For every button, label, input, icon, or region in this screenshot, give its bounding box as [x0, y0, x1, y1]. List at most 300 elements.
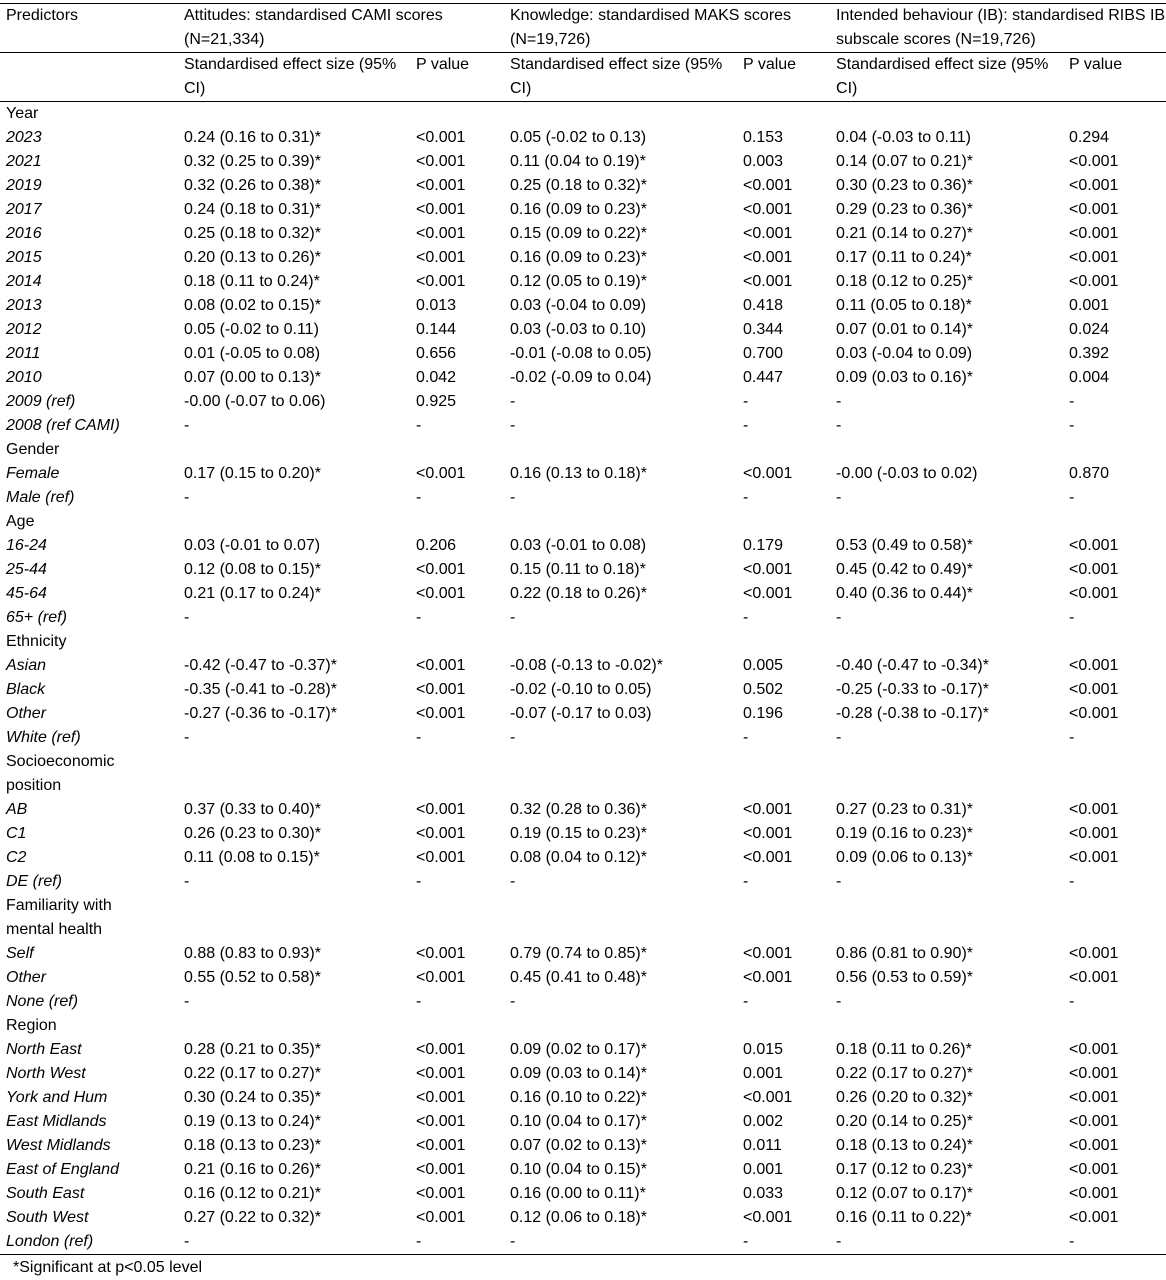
predictor-label: 2021 — [6, 153, 42, 170]
behaviour-p-cell: <0.001 — [1069, 201, 1119, 218]
predictor-label: 16-24 — [6, 537, 47, 554]
behaviour-p-cell: <0.001 — [1069, 1185, 1119, 1202]
attitudes-p-cell — [410, 894, 504, 918]
attitudes-effect-cell — [178, 510, 410, 534]
attitudes-p-cell — [410, 918, 504, 942]
predictor-label: 2008 (ref CAMI) — [6, 417, 120, 434]
table-row — [0, 702, 1166, 726]
table-row — [0, 126, 1166, 150]
attitudes-effect-cell: 0.16 (0.12 to 0.21)* — [184, 1185, 321, 1202]
knowledge-p-cell: <0.001 — [743, 1089, 793, 1106]
behaviour-effect-cell: 0.56 (0.53 to 0.59)* — [836, 969, 973, 986]
attitudes-p-cell: 0.656 — [416, 345, 457, 362]
predictor-label: London (ref) — [0, 1230, 178, 1255]
behaviour-p-cell: <0.001 — [1069, 969, 1119, 986]
behaviour-effect-cell: 0.12 (0.07 to 0.17)* — [836, 1185, 973, 1202]
knowledge-effect-header: Standardised effect size (95% CI) — [504, 53, 737, 102]
behaviour-p-cell: - — [1069, 609, 1075, 626]
behaviour-effect-cell: 0.04 (-0.03 to 0.11) — [836, 129, 971, 146]
attitudes-effect-cell: 0.26 (0.23 to 0.30)* — [184, 825, 321, 842]
knowledge-p-cell: <0.001 — [743, 225, 793, 242]
section-header-row — [0, 1014, 1166, 1038]
attitudes-effect-cell: 0.07 (0.00 to 0.13)* — [184, 369, 321, 386]
attitudes-p-cell: <0.001 — [416, 1113, 466, 1130]
predictor-label: 2009 (ref) — [6, 393, 76, 410]
knowledge-effect-cell — [504, 1014, 737, 1038]
predictor-label: C1 — [6, 825, 27, 842]
attitudes-effect-cell: 0.32 (0.26 to 0.38)* — [184, 177, 321, 194]
knowledge-p-cell: 0.011 — [743, 1137, 782, 1154]
attitudes-p-cell: - — [410, 1230, 504, 1255]
predictor-label: North East — [6, 1041, 82, 1058]
predictor-label: 45-64 — [6, 585, 47, 602]
predictor-label: Female — [6, 465, 60, 482]
knowledge-effect-cell: 0.16 (0.09 to 0.23)* — [510, 249, 647, 266]
knowledge-p-cell: <0.001 — [743, 849, 793, 866]
behaviour-p-cell: <0.001 — [1069, 705, 1119, 722]
behaviour-p-cell — [1063, 510, 1166, 534]
section-label: Year — [6, 105, 39, 122]
knowledge-p-cell — [737, 102, 830, 127]
knowledge-p-cell — [737, 630, 830, 654]
table-row — [0, 486, 1166, 510]
attitudes-p-cell — [410, 630, 504, 654]
knowledge-effect-cell: 0.16 (0.10 to 0.22)* — [510, 1089, 647, 1106]
table-row — [0, 462, 1166, 486]
behaviour-effect-cell: 0.18 (0.12 to 0.25)* — [836, 273, 973, 290]
behaviour-p-cell: 0.392 — [1069, 345, 1110, 362]
behaviour-p-cell: - — [1069, 489, 1075, 506]
table-row — [0, 1062, 1166, 1086]
knowledge-p-cell: 0.196 — [743, 705, 784, 722]
behaviour-effect-cell: - — [836, 873, 842, 890]
knowledge-effect-cell: 0.15 (0.11 to 0.18)* — [510, 561, 646, 578]
attitudes-p-cell: 0.206 — [416, 537, 457, 554]
knowledge-effect-cell — [504, 510, 737, 534]
behaviour-p-cell: - — [1069, 729, 1075, 746]
knowledge-p-cell: - — [743, 873, 749, 890]
section-header-row — [0, 918, 1166, 942]
footnote: *Significant at p<0.05 level — [13, 1259, 203, 1276]
knowledge-p-cell — [737, 918, 830, 942]
attitudes-effect-cell: 0.03 (-0.01 to 0.07) — [184, 537, 321, 554]
behaviour-effect-cell — [830, 438, 1063, 462]
knowledge-effect-cell: -0.02 (-0.09 to 0.04) — [510, 369, 652, 386]
knowledge-effect-cell: 0.07 (0.02 to 0.13)* — [510, 1137, 647, 1154]
knowledge-effect-cell: 0.25 (0.18 to 0.32)* — [510, 177, 647, 194]
table-row — [0, 342, 1166, 366]
table-row — [0, 990, 1166, 1014]
attitudes-effect-cell: 0.08 (0.02 to 0.15)* — [184, 297, 321, 314]
knowledge-effect-cell: 0.16 (0.00 to 0.11)* — [510, 1185, 646, 1202]
attitudes-p-cell: <0.001 — [416, 801, 466, 818]
knowledge-p-cell: - — [743, 489, 749, 506]
table-row — [0, 654, 1166, 678]
behaviour-effect-cell: 0.40 (0.36 to 0.44)* — [836, 585, 973, 602]
knowledge-p-cell: 0.344 — [743, 321, 784, 338]
behaviour-effect-cell — [830, 750, 1063, 774]
behaviour-p-cell: - — [1069, 417, 1075, 434]
attitudes-effect-cell: 0.01 (-0.05 to 0.08) — [184, 345, 321, 362]
table-row — [0, 534, 1166, 558]
attitudes-effect-cell — [178, 750, 410, 774]
predictor-label: 2019 — [6, 177, 42, 194]
attitudes-p-cell — [410, 438, 504, 462]
knowledge-p-cell: <0.001 — [743, 273, 793, 290]
table-row — [0, 198, 1166, 222]
knowledge-p-cell — [737, 1014, 830, 1038]
attitudes-effect-cell: 0.28 (0.21 to 0.35)* — [184, 1041, 321, 1058]
attitudes-p-cell: <0.001 — [416, 681, 466, 698]
attitudes-effect-cell: 0.25 (0.18 to 0.32)* — [184, 225, 321, 242]
behaviour-effect-cell: 0.53 (0.49 to 0.58)* — [836, 537, 973, 554]
attitudes-p-cell: <0.001 — [416, 1089, 466, 1106]
behaviour-effect-cell: - — [836, 729, 842, 746]
behaviour-p-cell: <0.001 — [1069, 561, 1119, 578]
attitudes-p-cell: <0.001 — [416, 561, 466, 578]
section-label: mental health — [6, 921, 103, 938]
knowledge-p-cell: 0.015 — [743, 1041, 784, 1058]
attitudes-effect-cell: 0.27 (0.22 to 0.32)* — [184, 1209, 321, 1226]
behaviour-effect-cell — [830, 774, 1063, 798]
knowledge-p-cell: <0.001 — [743, 801, 793, 818]
behaviour-effect-cell: 0.14 (0.07 to 0.21)* — [836, 153, 973, 170]
section-header-row — [0, 630, 1166, 654]
attitudes-effect-cell: - — [184, 609, 190, 626]
behaviour-effect-header: Standardised effect size (95% CI) — [830, 53, 1063, 102]
behaviour-p-cell: <0.001 — [1069, 177, 1119, 194]
section-label: position — [6, 777, 62, 794]
knowledge-effect-cell: - — [510, 393, 516, 410]
behaviour-effect-cell: - — [830, 1230, 1063, 1255]
attitudes-effect-cell: - — [184, 489, 190, 506]
predictor-label: 2023 — [6, 129, 42, 146]
attitudes-effect-cell: 0.05 (-0.02 to 0.11) — [184, 321, 319, 338]
knowledge-p-cell: <0.001 — [743, 825, 793, 842]
predictor-label: South East — [6, 1185, 85, 1202]
predictor-label: 2012 — [6, 321, 42, 338]
table-row — [0, 270, 1166, 294]
knowledge-effect-cell: - — [510, 993, 516, 1010]
table-row — [0, 174, 1166, 198]
attitudes-effect-cell: -0.42 (-0.47 to -0.37)* — [184, 657, 337, 674]
behaviour-p-cell: <0.001 — [1069, 657, 1119, 674]
knowledge-p-cell: 0.001 — [743, 1161, 784, 1178]
predictor-label: C2 — [6, 849, 27, 866]
knowledge-p-cell: 0.700 — [743, 345, 784, 362]
behaviour-p-cell: <0.001 — [1069, 849, 1119, 866]
predictor-label: 2010 — [6, 369, 42, 386]
table-subheader-row — [0, 53, 1166, 102]
behaviour-p-cell — [1063, 750, 1166, 774]
behaviour-group-header: Intended behaviour (IB): standardised RIBS IB subscale scores (N=19,726) — [830, 4, 1166, 53]
predictor-label: 2015 — [6, 249, 42, 266]
behaviour-p-cell: 0.870 — [1069, 465, 1110, 482]
knowledge-p-header: P value — [737, 53, 830, 102]
attitudes-p-header: P value — [410, 53, 504, 102]
table-row — [0, 1038, 1166, 1062]
attitudes-effect-cell: 0.22 (0.17 to 0.27)* — [184, 1065, 321, 1082]
knowledge-p-cell: 0.005 — [743, 657, 784, 674]
table-row — [0, 582, 1166, 606]
attitudes-p-cell: <0.001 — [416, 969, 466, 986]
attitudes-p-cell: <0.001 — [416, 249, 466, 266]
behaviour-effect-cell: 0.16 (0.11 to 0.22)* — [836, 1209, 972, 1226]
behaviour-p-cell — [1063, 102, 1166, 127]
behaviour-effect-cell: 0.86 (0.81 to 0.90)* — [836, 945, 973, 962]
table-row — [0, 150, 1166, 174]
table-row — [0, 318, 1166, 342]
knowledge-p-cell: - — [743, 609, 749, 626]
behaviour-effect-cell: - — [836, 393, 842, 410]
behaviour-p-cell: - — [1069, 393, 1075, 410]
attitudes-effect-cell: 0.18 (0.13 to 0.23)* — [184, 1137, 321, 1154]
table-row — [0, 246, 1166, 270]
attitudes-p-cell: 0.013 — [416, 297, 457, 314]
attitudes-p-cell: - — [416, 417, 422, 434]
behaviour-effect-cell — [830, 918, 1063, 942]
knowledge-p-cell: 0.002 — [743, 1113, 784, 1130]
knowledge-effect-cell: 0.79 (0.74 to 0.85)* — [510, 945, 647, 962]
knowledge-p-cell — [737, 894, 830, 918]
attitudes-effect-cell: 0.20 (0.13 to 0.26)* — [184, 249, 321, 266]
knowledge-p-cell: <0.001 — [743, 201, 793, 218]
behaviour-p-cell: <0.001 — [1069, 801, 1119, 818]
knowledge-effect-cell: 0.15 (0.09 to 0.22)* — [510, 225, 647, 242]
behaviour-p-cell — [1063, 918, 1166, 942]
behaviour-effect-cell: 0.18 (0.11 to 0.26)* — [836, 1041, 972, 1058]
attitudes-effect-cell: 0.24 (0.16 to 0.31)* — [184, 129, 321, 146]
knowledge-p-cell — [737, 750, 830, 774]
attitudes-effect-cell: -0.35 (-0.41 to -0.28)* — [184, 681, 337, 698]
attitudes-effect-cell: 0.17 (0.15 to 0.20)* — [184, 465, 321, 482]
behaviour-p-cell: <0.001 — [1069, 825, 1119, 842]
attitudes-p-cell: <0.001 — [416, 153, 466, 170]
attitudes-p-cell: 0.144 — [416, 321, 457, 338]
knowledge-effect-cell: 0.16 (0.13 to 0.18)* — [510, 465, 647, 482]
knowledge-effect-cell: 0.10 (0.04 to 0.17)* — [510, 1113, 647, 1130]
knowledge-effect-cell: 0.09 (0.02 to 0.17)* — [510, 1041, 647, 1058]
knowledge-effect-cell: 0.09 (0.03 to 0.14)* — [510, 1065, 647, 1082]
table-row — [0, 870, 1166, 894]
attitudes-effect-cell: 0.32 (0.25 to 0.39)* — [184, 153, 321, 170]
attitudes-p-cell: <0.001 — [416, 585, 466, 602]
predictor-label: West Midlands — [6, 1137, 111, 1154]
behaviour-p-cell: <0.001 — [1069, 153, 1119, 170]
behaviour-effect-cell — [830, 894, 1063, 918]
behaviour-effect-cell: 0.21 (0.14 to 0.27)* — [836, 225, 973, 242]
behaviour-p-cell — [1063, 630, 1166, 654]
predictor-label: Other — [6, 969, 47, 986]
table-body — [0, 102, 1166, 1255]
behaviour-effect-cell: -0.00 (-0.03 to 0.02) — [836, 465, 978, 482]
attitudes-p-cell — [410, 1014, 504, 1038]
attitudes-p-cell: <0.001 — [416, 177, 466, 194]
table-row — [0, 1158, 1166, 1182]
behaviour-p-cell: - — [1069, 873, 1075, 890]
knowledge-p-cell: 0.001 — [743, 1065, 784, 1082]
section-header-row — [0, 102, 1166, 127]
attitudes-p-cell — [410, 510, 504, 534]
behaviour-p-cell — [1063, 774, 1166, 798]
attitudes-effect-cell — [178, 102, 410, 127]
attitudes-effect-cell — [178, 630, 410, 654]
knowledge-effect-cell — [504, 894, 737, 918]
behaviour-effect-cell: -0.40 (-0.47 to -0.34)* — [836, 657, 989, 674]
table-row — [0, 414, 1166, 438]
table-row — [0, 678, 1166, 702]
attitudes-effect-cell: 0.11 (0.08 to 0.15)* — [184, 849, 320, 866]
knowledge-effect-cell: 0.22 (0.18 to 0.26)* — [510, 585, 647, 602]
knowledge-p-cell: 0.153 — [743, 129, 784, 146]
knowledge-effect-cell: 0.03 (-0.03 to 0.10) — [510, 321, 647, 338]
knowledge-p-cell: 0.003 — [743, 153, 784, 170]
knowledge-effect-cell: -0.01 (-0.08 to 0.05) — [510, 345, 652, 362]
knowledge-effect-cell: 0.03 (-0.01 to 0.08) — [510, 537, 647, 554]
knowledge-effect-cell: 0.16 (0.09 to 0.23)* — [510, 201, 647, 218]
predictor-label: York and Hum — [6, 1089, 108, 1106]
predictors-header: Predictors — [0, 4, 178, 53]
predictor-label: East Midlands — [6, 1113, 107, 1130]
knowledge-effect-cell — [504, 750, 737, 774]
predictor-label: Male (ref) — [6, 489, 75, 506]
behaviour-effect-cell: 0.17 (0.11 to 0.24)* — [836, 249, 972, 266]
predictor-label: 2014 — [6, 273, 42, 290]
knowledge-effect-cell: - — [510, 489, 516, 506]
table-row — [0, 1110, 1166, 1134]
behaviour-effect-cell: 0.09 (0.03 to 0.16)* — [836, 369, 973, 386]
table-row — [0, 726, 1166, 750]
knowledge-p-cell — [737, 774, 830, 798]
attitudes-effect-cell: - — [184, 993, 190, 1010]
table-row — [0, 1182, 1166, 1206]
attitudes-p-cell: - — [416, 993, 422, 1010]
knowledge-effect-cell: -0.08 (-0.13 to -0.02)* — [510, 657, 663, 674]
attitudes-effect-cell: 0.24 (0.18 to 0.31)* — [184, 201, 321, 218]
behaviour-p-cell: <0.001 — [1069, 1041, 1119, 1058]
behaviour-effect-cell: 0.19 (0.16 to 0.23)* — [836, 825, 973, 842]
predictor-label: East of England — [6, 1161, 119, 1178]
knowledge-effect-cell — [504, 102, 737, 127]
knowledge-p-cell: <0.001 — [743, 1209, 793, 1226]
knowledge-effect-cell: - — [510, 609, 516, 626]
behaviour-p-cell: <0.001 — [1069, 1089, 1119, 1106]
behaviour-p-cell: <0.001 — [1069, 681, 1119, 698]
behaviour-effect-cell: 0.30 (0.23 to 0.36)* — [836, 177, 973, 194]
behaviour-effect-cell: 0.03 (-0.04 to 0.09) — [836, 345, 973, 362]
behaviour-p-cell: <0.001 — [1069, 945, 1119, 962]
behaviour-p-cell: <0.001 — [1069, 1137, 1119, 1154]
attitudes-effect-cell — [178, 894, 410, 918]
section-label: Region — [6, 1017, 57, 1034]
table-row — [0, 390, 1166, 414]
behaviour-effect-cell: 0.27 (0.23 to 0.31)* — [836, 801, 973, 818]
behaviour-effect-cell: 0.18 (0.13 to 0.24)* — [836, 1137, 973, 1154]
attitudes-effect-cell: - — [184, 417, 190, 434]
behaviour-effect-cell: 0.26 (0.20 to 0.32)* — [836, 1089, 973, 1106]
behaviour-p-cell: <0.001 — [1069, 1065, 1119, 1082]
predictor-label: Black — [6, 681, 46, 698]
behaviour-effect-cell — [830, 510, 1063, 534]
knowledge-p-cell: <0.001 — [743, 465, 793, 482]
knowledge-group-header: Knowledge: standardised MAKS scores (N=19,726) — [504, 4, 830, 53]
attitudes-p-cell: 0.042 — [416, 369, 457, 386]
behaviour-effect-cell: - — [836, 417, 842, 434]
behaviour-effect-cell: - — [836, 993, 842, 1010]
knowledge-p-cell — [737, 438, 830, 462]
attitudes-p-cell — [410, 102, 504, 127]
attitudes-p-cell: - — [416, 609, 422, 626]
knowledge-effect-cell — [504, 918, 737, 942]
behaviour-effect-cell: 0.20 (0.14 to 0.25)* — [836, 1113, 973, 1130]
knowledge-effect-cell — [504, 774, 737, 798]
knowledge-p-cell: - — [743, 729, 749, 746]
behaviour-effect-cell: 0.17 (0.12 to 0.23)* — [836, 1161, 973, 1178]
behaviour-effect-cell — [830, 102, 1063, 127]
attitudes-effect-cell: 0.21 (0.16 to 0.26)* — [184, 1161, 321, 1178]
knowledge-p-cell: - — [743, 393, 749, 410]
knowledge-effect-cell: 0.05 (-0.02 to 0.13) — [510, 129, 647, 146]
attitudes-p-cell — [410, 774, 504, 798]
attitudes-p-cell: 0.925 — [416, 393, 457, 410]
attitudes-effect-header: Standardised effect size (95% CI) — [178, 53, 410, 102]
table-row — [0, 558, 1166, 582]
attitudes-effect-cell: 0.37 (0.33 to 0.40)* — [184, 801, 321, 818]
table-row — [0, 822, 1166, 846]
predictor-label: Other — [6, 705, 47, 722]
behaviour-effect-cell: - — [836, 489, 842, 506]
knowledge-effect-cell: - — [510, 417, 516, 434]
attitudes-effect-cell: 0.88 (0.83 to 0.93)* — [184, 945, 321, 962]
knowledge-p-cell: <0.001 — [743, 969, 793, 986]
section-header-row — [0, 438, 1166, 462]
predictor-label: 25-44 — [6, 561, 47, 578]
knowledge-p-cell: 0.447 — [743, 369, 784, 386]
predictor-label: South West — [6, 1209, 89, 1226]
behaviour-effect-cell: 0.07 (0.01 to 0.14)* — [836, 321, 973, 338]
knowledge-p-cell: - — [743, 993, 749, 1010]
attitudes-p-cell: <0.001 — [416, 849, 466, 866]
behaviour-effect-cell — [830, 630, 1063, 654]
attitudes-effect-cell — [178, 918, 410, 942]
knowledge-p-cell: - — [737, 1230, 830, 1255]
attitudes-p-cell: - — [416, 729, 422, 746]
attitudes-effect-cell: 0.18 (0.11 to 0.24)* — [184, 273, 320, 290]
predictor-label: AB — [6, 801, 28, 818]
attitudes-p-cell: <0.001 — [416, 201, 466, 218]
attitudes-p-cell: <0.001 — [416, 825, 466, 842]
attitudes-effect-cell — [178, 438, 410, 462]
knowledge-p-cell: <0.001 — [743, 177, 793, 194]
behaviour-p-cell: 0.294 — [1069, 129, 1110, 146]
attitudes-effect-cell: - — [178, 1230, 410, 1255]
behaviour-effect-cell — [830, 1014, 1063, 1038]
behaviour-p-header: P value — [1063, 53, 1166, 102]
predictor-label: White (ref) — [6, 729, 81, 746]
table-row — [0, 1230, 1166, 1255]
knowledge-effect-cell: -0.07 (-0.17 to 0.03) — [510, 705, 652, 722]
behaviour-p-cell: <0.001 — [1069, 585, 1119, 602]
predictor-label: None (ref) — [6, 993, 79, 1010]
behaviour-p-cell: <0.001 — [1069, 1161, 1119, 1178]
predictor-label: 2011 — [6, 345, 41, 362]
table-row — [0, 366, 1166, 390]
section-label: Socioeconomic — [6, 753, 115, 770]
regression-results-table — [0, 3, 1166, 1255]
knowledge-effect-cell — [504, 630, 737, 654]
behaviour-p-cell: - — [1069, 993, 1075, 1010]
knowledge-p-cell: <0.001 — [743, 561, 793, 578]
